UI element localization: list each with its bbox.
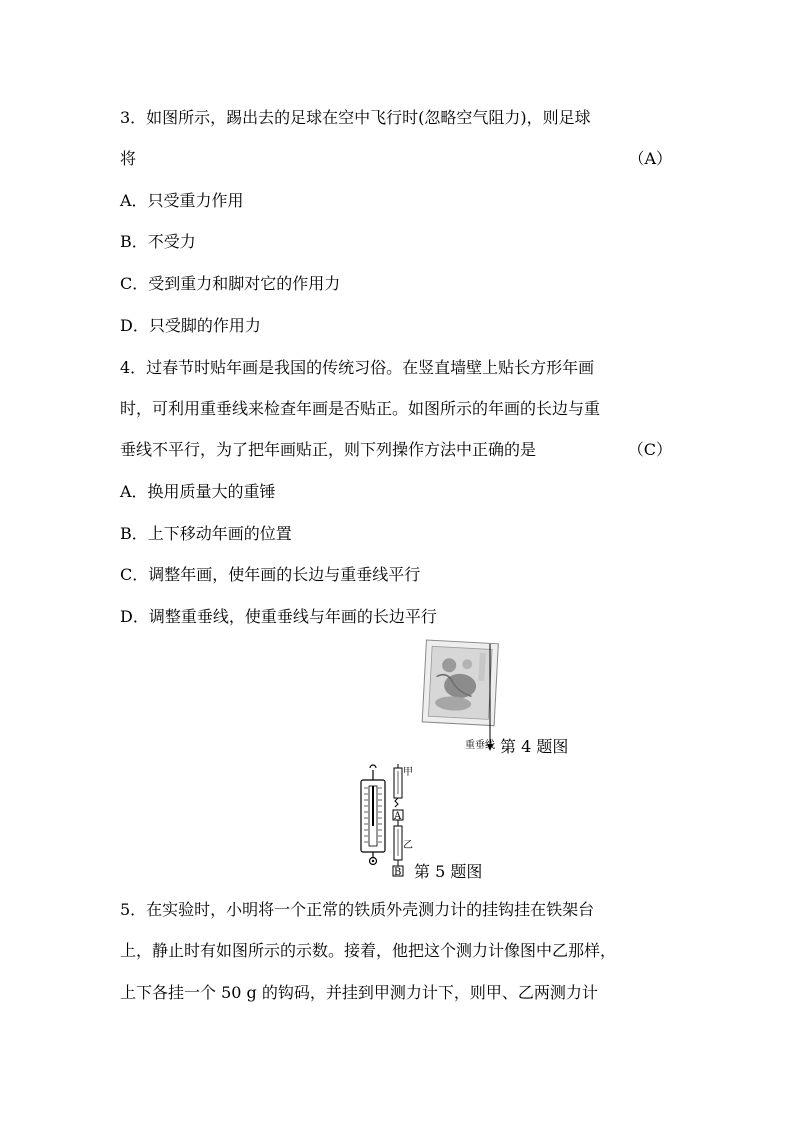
q3-line-2-text: 将 [120, 149, 137, 168]
new-year-picture-figure [418, 638, 508, 754]
q4-option-d: D．调整重垂线，使重垂线与年画的长边平行 [120, 607, 437, 626]
figure-4-caption: 第 4 题图 [500, 737, 569, 756]
label-jia: 甲 [403, 767, 413, 778]
spring-scale-figure [356, 764, 416, 882]
q3-line-2 [120, 147, 672, 171]
q5-line-1: 5．在实验时，小明将一个正常的铁质外壳测力计的挂钩挂在铁架台 [120, 900, 595, 919]
q3-answer: （A） [628, 149, 672, 168]
q5-line-3: 上下各挂一个 50 g 的钩码，并挂到甲测力计下，则甲、乙两测力计 [120, 983, 598, 1002]
label-weight-a: A [394, 811, 402, 822]
q3-option-c: C．受到重力和脚对它的作用力 [120, 274, 341, 293]
label-weight-b: B [394, 867, 402, 878]
q4-line-3-text: 垂线不平行，为了把年画贴正，则下列操作方法中正确的是 [120, 440, 537, 459]
q4-line-3 [120, 438, 672, 462]
plumb-line-label: 重垂线 [465, 740, 495, 751]
label-yi: 乙 [403, 840, 413, 851]
q4-line-1: 4．过春节时贴年画是我国的传统习俗。在竖直墙壁上贴长方形年画 [120, 358, 595, 377]
q3-option-b: B．不受力 [120, 232, 196, 251]
q5-line-2: 上，静止时有如图所示的示数。接着，他把这个测力计像图中乙那样， [120, 941, 617, 960]
q4-option-b: B．上下移动年画的位置 [120, 524, 292, 543]
q4-line-2: 时，可利用重垂线来检查年画是否贴正。如图所示的年画的长边与重 [120, 399, 601, 418]
q4-option-c: C．调整年画，使年画的长边与重垂线平行 [120, 565, 421, 584]
q4-option-a: A．换用质量大的重锤 [120, 482, 276, 501]
q3-option-a: A．只受重力作用 [120, 191, 244, 210]
q4-answer: （C） [627, 440, 672, 459]
q3-line-1: 3．如图所示，踢出去的足球在空中飞行时(忽略空气阻力)，则足球 [120, 108, 591, 127]
figure-5-caption: 第 5 题图 [414, 862, 483, 881]
q3-option-d: D．只受脚的作用力 [120, 316, 261, 335]
